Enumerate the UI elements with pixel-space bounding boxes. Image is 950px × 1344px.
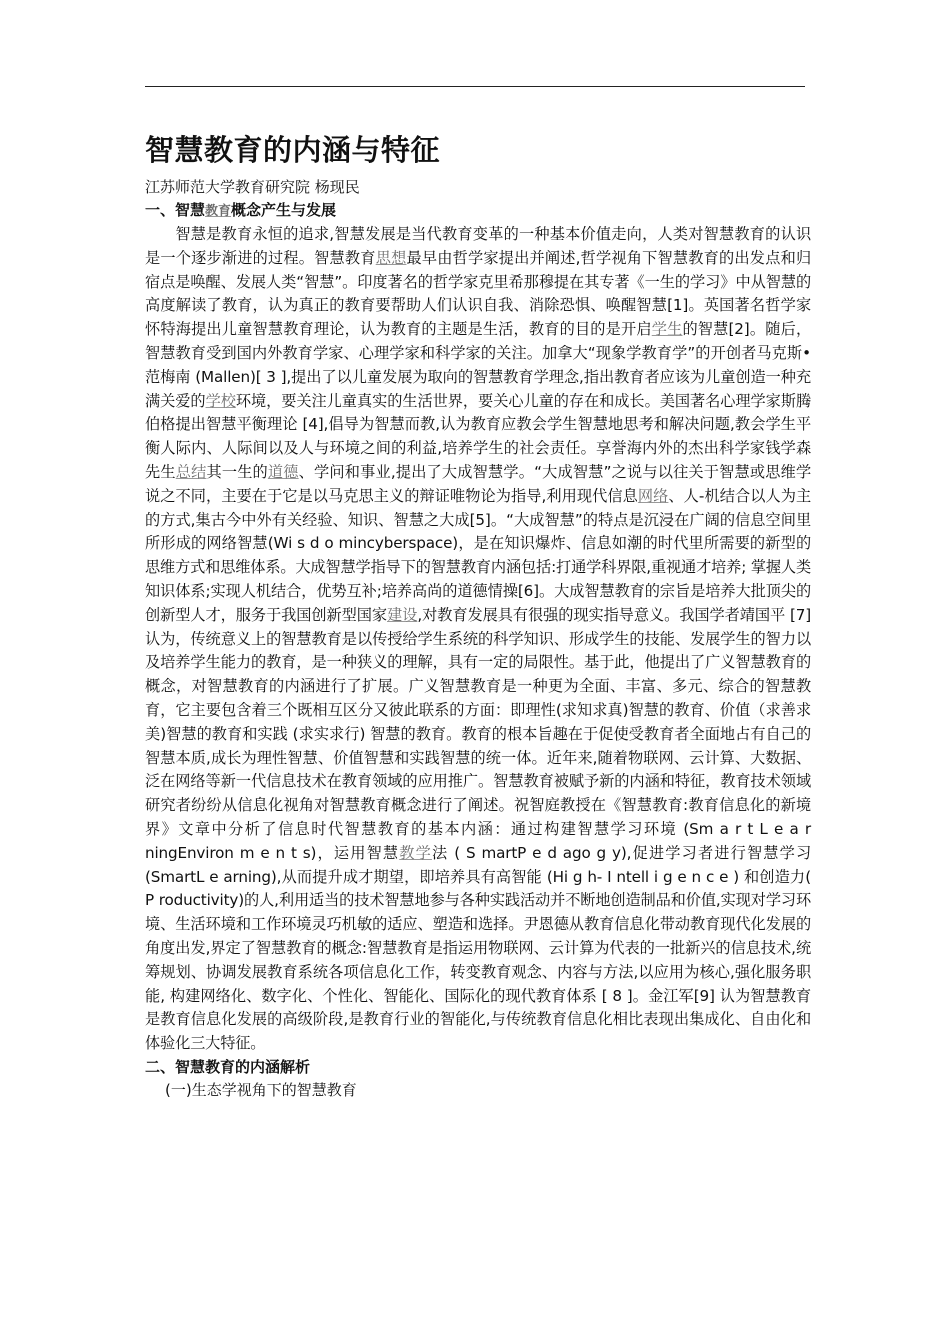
document-title: 智慧教育的内涵与特征 [145,133,441,167]
paragraph-text: 、人-机结合以人为主的方式,集古今中外有关经验、知识、智慧之大成[5]。“大成智慧”的特点是沉浸在广阔的信息空间里所形成的网络智慧(Wi s d o mincyberspace)，是在知识爆炸、信息如潮的时代里所需要的新型的思维方式和思维体系。大成智慧学指导下的智慧教育内涵包括:打通学科界限,重视通才培养; 掌握人类知识体系;实现人机结合，优势互补;培养高尚的道德情操[6]。大成智慧教育的宗旨是培养大批顶尖的创新型人才，服务于我国创新型国家 [145,486,812,624]
paragraph-text: 法 ( S martP e d ago g y),促进学习者进行智慧学习(SmartL e arning),从而提升成才期望，即培养具有高智能 (Hi g h- I ntell i g e n c e ) 和创造力( P roductivity)的人,利用适当的技术智慧地参与各种实践活动并不断地创造制品和价值,实现对学习环境、生活环境和工作环境灵巧机敏的适应、塑造和选择。尹恩德从教育信息化带动教育现代化发展的角度出发,界定了智慧教育的概念:智慧教育是指运用物联网、云计算为代表的一批新兴的信息技术,统筹规划、协调发展教育系统各项信息化工作，转变教育观念、内容与方法,以应用为核心,强化服务职能, 构建网络化、数字化、个性化、智能化、国际化的现代教育体系 [ 8 ]。金江军[9] 认为智慧教育是教育信息化发展的高级阶段,是教育行业的智能化,与传统教育信息化相比表现出集成化、自由化和体验化三大特征。 [145,843,812,1053]
link-morality[interactable]: 道德 [267,462,299,481]
paragraph-text: 、学问和事业,提出了大成智慧学。“大成智慧”之说与以往关于智慧或思维学说之不同，主要在于它是以马克思主义的辩证唯物论为指导,利用现代信息 [145,462,812,505]
section-heading-1 [145,199,811,223]
section-heading-2: 二、智慧教育的内涵解析 [145,1057,311,1076]
section-1-prefix: 一、智慧 [145,201,206,219]
paragraph-text: 的智慧[2]。随后，智慧教育受到国内外教育学家、心理学家和科学家的关注。加拿大“现象学教育学”的开创者马克斯•范梅南 (Mallen)[ 3 ],提出了以儿童发展为取向的智慧教育学理念,指出教育者应该为儿童创造一种充满关爱的 [145,320,812,410]
paragraph-text: 智慧是教育永恒的追求,智慧发展是当代教育变革的一种基本价值走向，人类对智慧教育的认识是一个逐步渐进的过程。智慧教育 [145,225,811,267]
link-student[interactable]: 学生 [651,320,683,339]
paragraph-text: 其一生的 [206,462,268,481]
paragraph-text: 环境，要关注儿童真实的生活世界，要关心儿童的存在和成长。美国著名心理学家斯腾伯格提出智慧平衡理论 [4],倡导为智慧而教,认为教育应教会学生智慧地思考和解决问题,教会学生平衡人际内、人际间以及人与环境之间的利益,培养学生的社会责任。享誉海内外的杰出科学家钱学森先生 [145,391,811,481]
link-network[interactable]: 网络 [637,486,669,505]
link-construction[interactable]: 建设 [387,605,418,624]
document-content [145,128,811,1102]
body-paragraph [145,223,811,1056]
link-summary[interactable]: 总结 [175,462,207,481]
link-education[interactable]: 教育 [205,204,232,219]
paragraph-text: 最早由哲学家提出并阐述,哲学视角下智慧教育的出发点和归宿点是唤醒、发展人类“智慧”。印度著名的哲学家克里希那穆提在其专著《一生的学习》中从智慧的高度解读了教育，认为真正的教育要帮助人们认识自我、消除恐惧、唤醒智慧[1]。英国著名哲学家怀特海提出儿童智慧教育理论，认为教育的主题是生活，教育的目的是开启 [145,248,811,339]
section-1-suffix: 概念产生与发展 [231,201,337,219]
link-thought[interactable]: 思想 [375,248,407,267]
paragraph-text: ,对教育发展具有很强的现实指导意义。我国学者靖国平 [7]认为，传统意义上的智慧教育是以传授给学生系统的科学知识、形成学生的技能、发展学生的智力以及培养学生能力的教育，是一种狭义的理解，具有一定的局限性。基于此，他提出了广义智慧教育的概念，对智慧教育的内涵进行了扩展。广义智慧教育是一种更为全面、丰富、多元、综合的智慧教育，它主要包含着三个既相互区分又彼此联系的方面：即理性(求知求真)智慧的教育、价值（求善求美)智慧的教育和实践 (求实求行) 智慧的教育。教育的根本旨趣在于促使受教育者全面地占有自己的智慧本质,成长为理性智慧、价值智慧和实践智慧的统一体。近年来,随着物联网、云计算、大数据、泛在网络等新一代信息技术在教育领域的应用推广。智慧教育被赋予新的内涵和特征，教育技术领域研究者纷纷从信息化视角对智慧教育概念进行了阐述。祝智庭教授在《智慧教育:教育信息化的新境界》文章中分析了信息时代智慧教育的基本内涵：通过构建智慧学习环境 (Sm a r t L e a r ningEnviron m e n t s)，运用智慧 [145,605,812,862]
link-school[interactable]: 学校 [205,391,236,410]
author-line: 江苏师范大学教育研究院 杨现民 [145,178,360,196]
subsection-heading-1: (一)生态学视角下的智慧教育 [165,1080,357,1099]
link-teaching[interactable]: 教学 [399,843,432,862]
header-rule [145,86,805,87]
